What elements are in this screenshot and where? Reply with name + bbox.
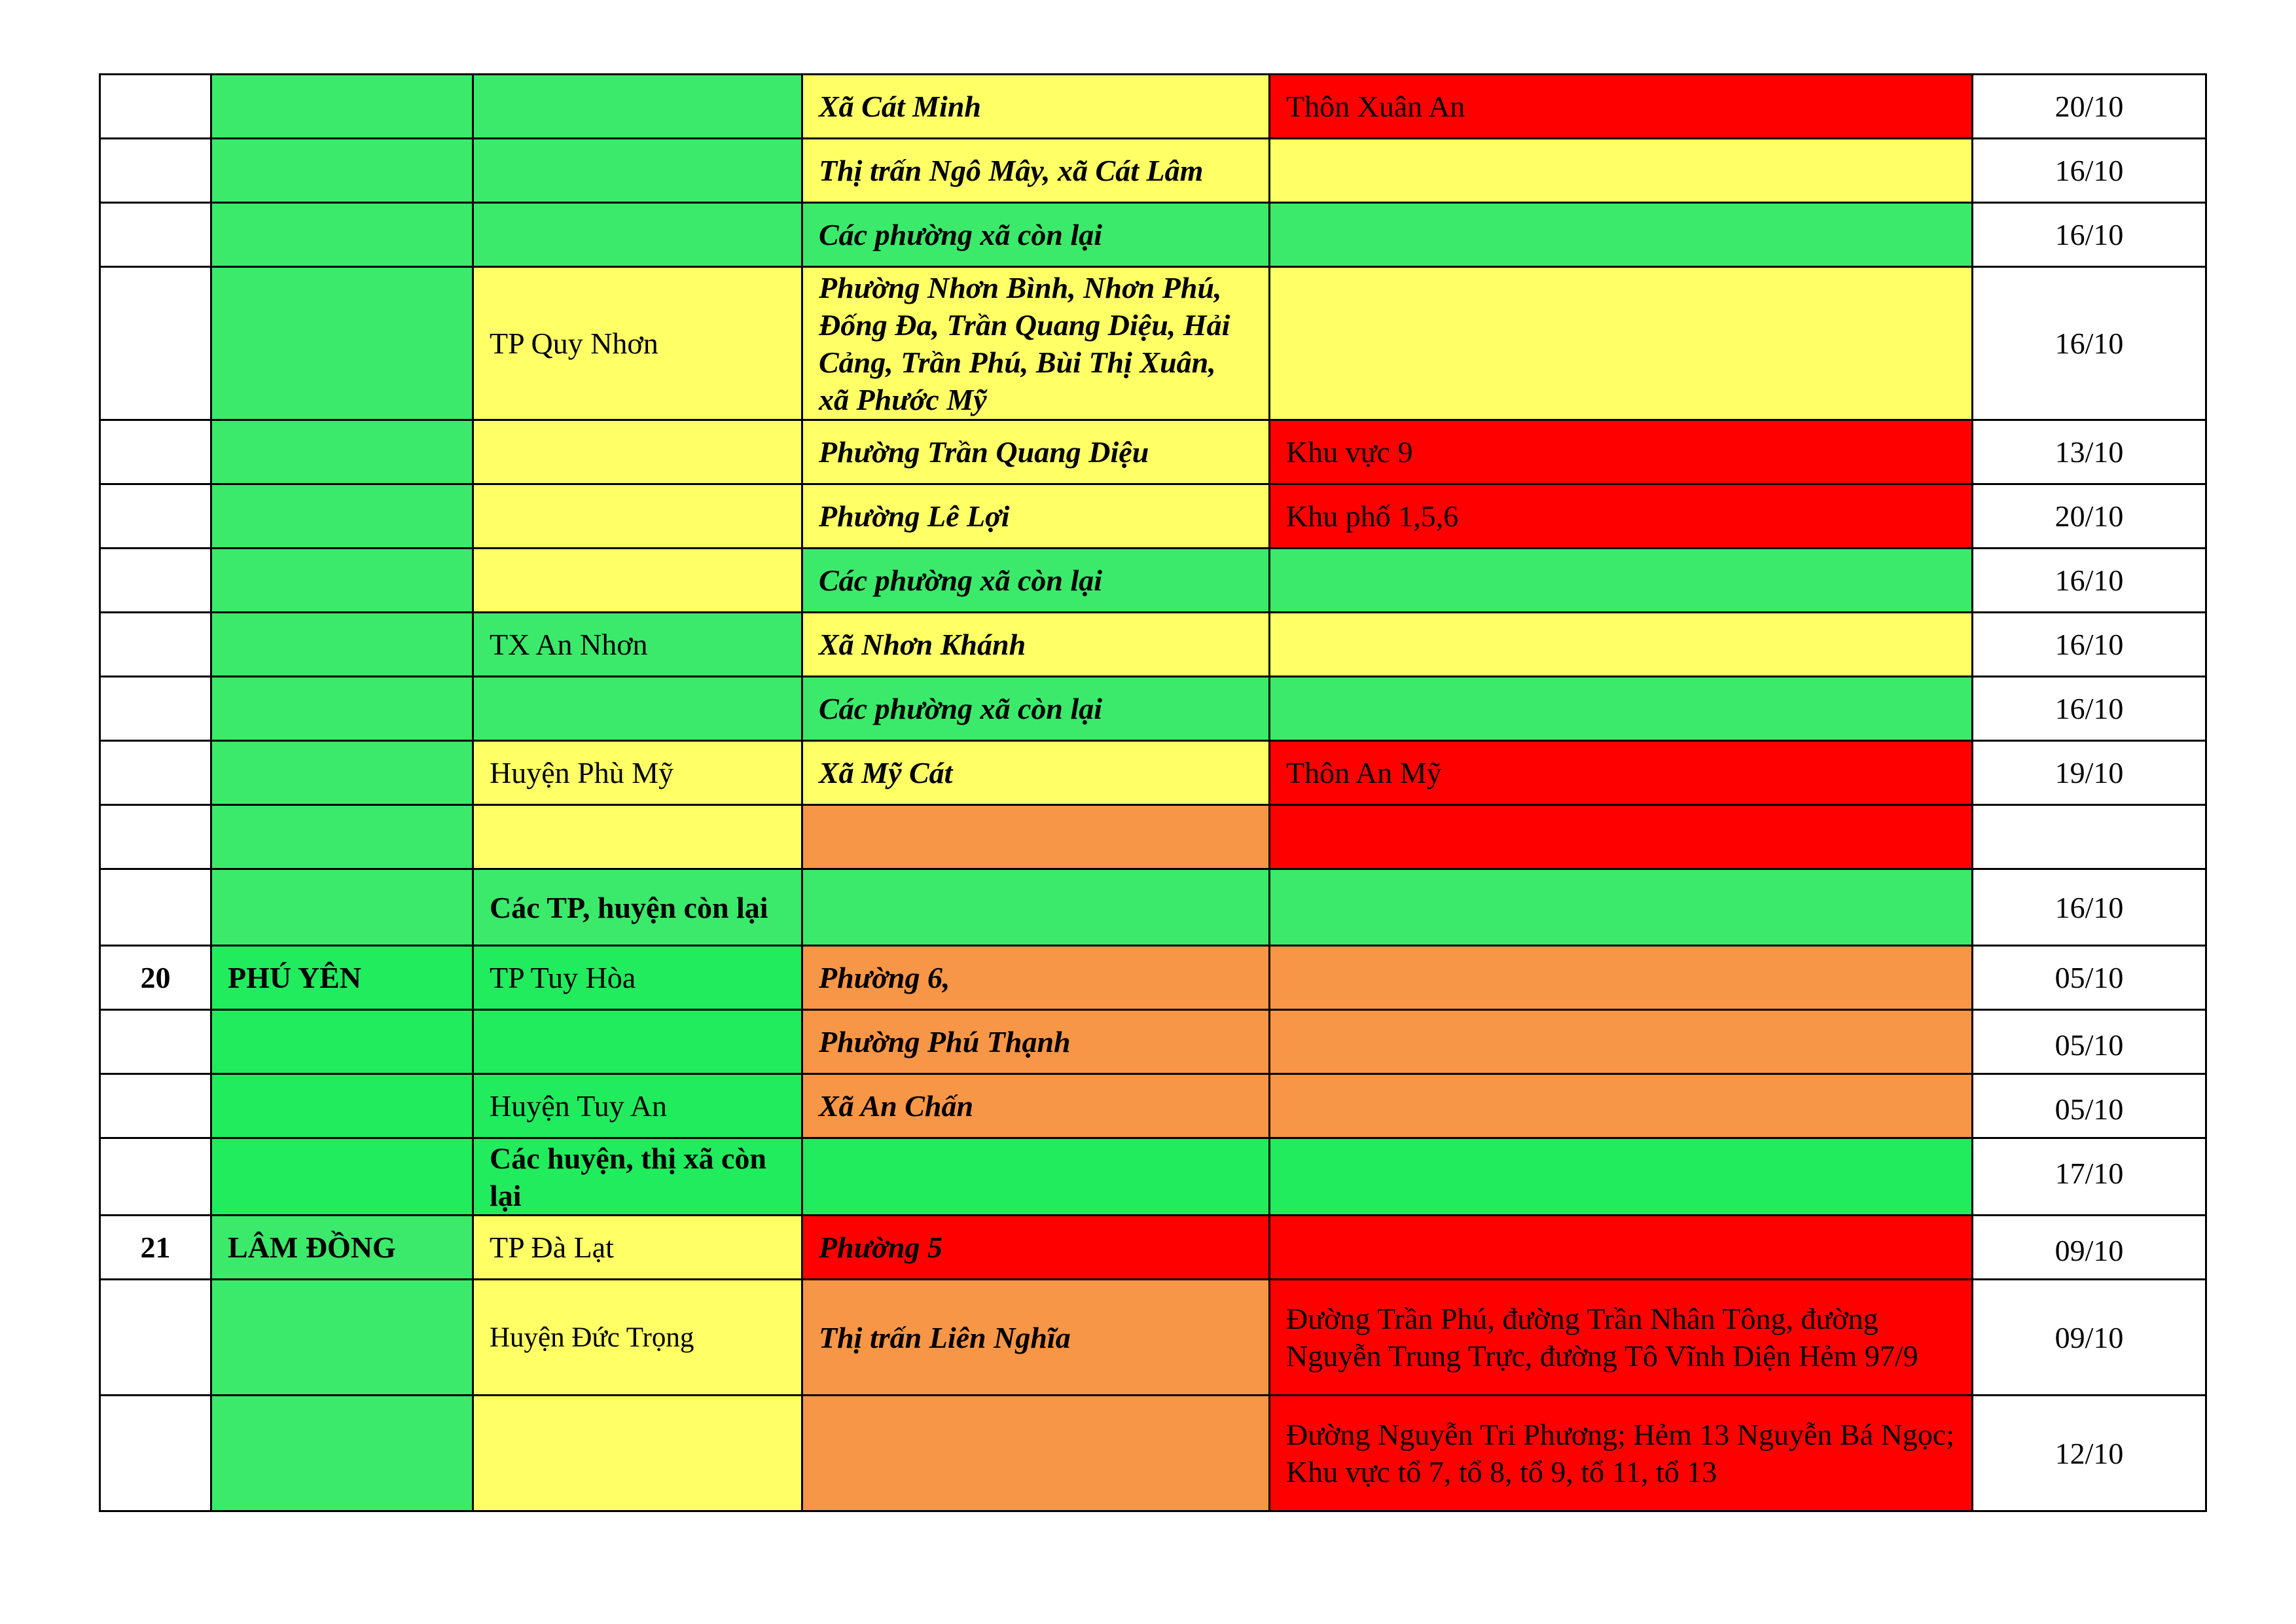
date-cell: 20/10: [1973, 75, 2206, 139]
stt-cell: 20: [100, 946, 211, 1010]
commune-cell: Xã Cát Minh: [802, 75, 1270, 139]
table-row: [100, 139, 2206, 203]
province-cell: [211, 1138, 473, 1216]
table-row: [100, 75, 2206, 139]
table-row: [100, 805, 2206, 869]
date-cell: 09/10: [1973, 1216, 2206, 1280]
area-cell: [1270, 869, 1973, 946]
province-cell: [211, 1280, 473, 1396]
area-cell: [1270, 805, 1973, 869]
district-cell: TP Quy Nhơn: [473, 267, 802, 420]
stt-cell: [100, 139, 211, 203]
date-cell: 05/10: [1973, 1074, 2206, 1138]
commune-cell: [802, 1396, 1270, 1511]
area-cell: Khu phố 1,5,6: [1270, 484, 1973, 549]
province-cell: [211, 805, 473, 869]
area-cell: [1270, 613, 1973, 677]
commune-cell: [802, 869, 1270, 946]
commune-cell: Xã An Chấn: [802, 1074, 1270, 1138]
district-cell: [473, 484, 802, 549]
district-cell: TX An Nhơn: [473, 613, 802, 677]
table-row: [100, 420, 2206, 484]
commune-cell: Các phường xã còn lại: [802, 677, 1270, 741]
risk-level-table: [99, 73, 2207, 1512]
province-cell: [211, 203, 473, 267]
date-cell: 05/10: [1973, 946, 2206, 1010]
district-cell: [473, 139, 802, 203]
province-cell: [211, 549, 473, 613]
province-cell: [211, 741, 473, 805]
province-cell: [211, 869, 473, 946]
stt-cell: [100, 484, 211, 549]
stt-cell: [100, 805, 211, 869]
area-cell: [1270, 1138, 1973, 1216]
area-cell: [1270, 1010, 1973, 1074]
area-cell: Đường Nguyễn Tri Phương; Hẻm 13 Nguyễn Bá Ngọc; Khu vực tổ 7, tổ 8, tổ 9, tổ 11, tổ 13: [1270, 1396, 1973, 1511]
district-cell: TP Đà Lạt: [473, 1216, 802, 1280]
area-cell: Khu vực 9: [1270, 420, 1973, 484]
table-row: [100, 741, 2206, 805]
commune-cell: Xã Mỹ Cát: [802, 741, 1270, 805]
province-cell: [211, 139, 473, 203]
area-cell: Đường Trần Phú, đường Trần Nhân Tông, đường Nguyễn Trung Trực, đường Tô Vĩnh Diện Hẻm 97/9: [1270, 1280, 1973, 1396]
district-cell: Huyện Đức Trọng: [473, 1280, 802, 1396]
area-cell: [1270, 549, 1973, 613]
district-cell: Huyện Tuy An: [473, 1074, 802, 1138]
province-cell: [211, 420, 473, 484]
district-cell: [473, 203, 802, 267]
date-cell: 16/10: [1973, 267, 2206, 420]
stt-cell: [100, 1074, 211, 1138]
province-cell: [211, 484, 473, 549]
date-cell: 20/10: [1973, 484, 2206, 549]
district-cell: [473, 1010, 802, 1074]
table-row: [100, 677, 2206, 741]
table-row: [100, 1396, 2206, 1511]
commune-cell: Thị trấn Ngô Mây, xã Cát Lâm: [802, 139, 1270, 203]
table-row: [100, 869, 2206, 946]
commune-cell: Phường Lê Lợi: [802, 484, 1270, 549]
stt-cell: [100, 1280, 211, 1396]
stt-cell: [100, 677, 211, 741]
table-row: [100, 484, 2206, 549]
stt-cell: [100, 741, 211, 805]
province-cell: [211, 1396, 473, 1511]
date-cell: 05/10: [1973, 1010, 2206, 1074]
area-cell: [1270, 139, 1973, 203]
area-cell: [1270, 267, 1973, 420]
table-row: [100, 1074, 2206, 1138]
stt-cell: [100, 869, 211, 946]
province-cell: [211, 677, 473, 741]
date-cell: 16/10: [1973, 613, 2206, 677]
area-cell: [1270, 203, 1973, 267]
table-row: [100, 1280, 2206, 1396]
commune-cell: Các phường xã còn lại: [802, 549, 1270, 613]
date-cell: 16/10: [1973, 139, 2206, 203]
commune-cell: Thị trấn Liên Nghĩa: [802, 1280, 1270, 1396]
district-cell: [473, 549, 802, 613]
commune-cell: [802, 1138, 1270, 1216]
stt-cell: 21: [100, 1216, 211, 1280]
province-cell: [211, 1074, 473, 1138]
stt-cell: [100, 267, 211, 420]
table-row: [100, 613, 2206, 677]
area-cell: Thôn Xuân An: [1270, 75, 1973, 139]
area-cell: [1270, 946, 1973, 1010]
province-cell: [211, 267, 473, 420]
table-row: [100, 1010, 2206, 1074]
commune-cell: Phường Phú Thạnh: [802, 1010, 1270, 1074]
district-cell: Các huyện, thị xã còn lại: [473, 1138, 802, 1216]
district-cell: Các TP, huyện còn lại: [473, 869, 802, 946]
area-cell: Thôn An Mỹ: [1270, 741, 1973, 805]
district-cell: [473, 420, 802, 484]
stt-cell: [100, 1010, 211, 1074]
province-cell: [211, 613, 473, 677]
area-cell: [1270, 1074, 1973, 1138]
date-cell: 16/10: [1973, 203, 2206, 267]
district-cell: [473, 805, 802, 869]
commune-cell: Phường Nhơn Bình, Nhơn Phú, Đống Đa, Trần Quang Diệu, Hải Cảng, Trần Phú, Bùi Thị Xuân, xã Phước Mỹ: [802, 267, 1270, 420]
province-cell: [211, 1010, 473, 1074]
district-cell: TP Tuy Hòa: [473, 946, 802, 1010]
table-row: [100, 267, 2206, 420]
table-row: [100, 1216, 2206, 1280]
province-cell: LÂM ĐỒNG: [211, 1216, 473, 1280]
district-cell: [473, 677, 802, 741]
district-cell: Huyện Phù Mỹ: [473, 741, 802, 805]
stt-cell: [100, 1138, 211, 1216]
date-cell: 17/10: [1973, 1138, 2206, 1216]
date-cell: 09/10: [1973, 1280, 2206, 1396]
commune-cell: Các phường xã còn lại: [802, 203, 1270, 267]
commune-cell: Phường Trần Quang Diệu: [802, 420, 1270, 484]
district-cell: [473, 75, 802, 139]
stt-cell: [100, 203, 211, 267]
commune-cell: [802, 805, 1270, 869]
commune-cell: Xã Nhơn Khánh: [802, 613, 1270, 677]
table-row: [100, 1138, 2206, 1216]
province-cell: [211, 75, 473, 139]
district-cell: [473, 1396, 802, 1511]
stt-cell: [100, 549, 211, 613]
commune-cell: Phường 6,: [802, 946, 1270, 1010]
date-cell: 16/10: [1973, 677, 2206, 741]
area-cell: [1270, 677, 1973, 741]
date-cell: 19/10: [1973, 741, 2206, 805]
commune-cell: Phường 5: [802, 1216, 1270, 1280]
table-row: [100, 946, 2206, 1010]
area-cell: [1270, 1216, 1973, 1280]
stt-cell: [100, 613, 211, 677]
date-cell: [1973, 805, 2206, 869]
table-row: [100, 549, 2206, 613]
date-cell: 16/10: [1973, 869, 2206, 946]
stt-cell: [100, 1396, 211, 1511]
stt-cell: [100, 420, 211, 484]
date-cell: 13/10: [1973, 420, 2206, 484]
table-row: [100, 203, 2206, 267]
stt-cell: [100, 75, 211, 139]
province-cell: PHÚ YÊN: [211, 946, 473, 1010]
date-cell: 16/10: [1973, 549, 2206, 613]
date-cell: 12/10: [1973, 1396, 2206, 1511]
